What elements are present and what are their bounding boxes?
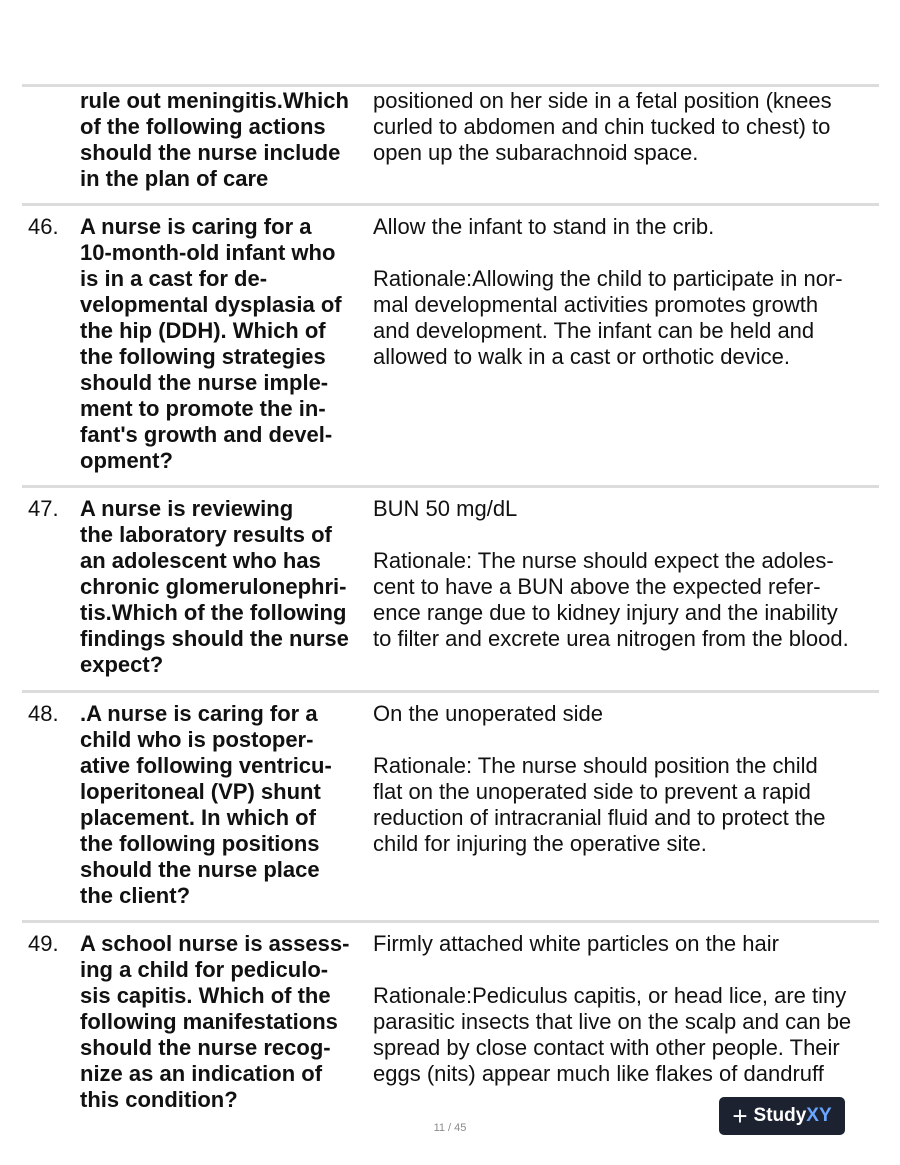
qa-row bbox=[22, 84, 879, 205]
question-number: 48. bbox=[28, 701, 59, 726]
answer-text: Allow the infant to stand in the crib. Rationale:Allowing the child to participate in nor- mal developmental activities promotes growth and development. The infant can be held and allowed to walk in a cast or orthotic device. bbox=[373, 214, 843, 369]
page-indicator: 11 / 45 bbox=[433, 1122, 467, 1134]
question-text: A nurse is reviewing the laboratory results of an adolescent who has chronic glomerulonephri- tis.Which of the following findings should the nurse expect? bbox=[80, 496, 349, 677]
answer-text: On the unoperated side Rationale: The nurse should position the child flat on the unoperated side to prevent a rapid reduction of intracranial fluid and to protect the child for injuring the operative site. bbox=[373, 701, 826, 856]
studyxy-badge[interactable] bbox=[719, 1097, 845, 1135]
question-text: A nurse is caring for a 10-month-old infant who is in a cast for de- velopmental dysplasia of the hip (DDH). Which of the following strategies should the nurse imple- ment to promote the in- fant's growth and devel- opment? bbox=[80, 214, 342, 473]
plus-icon: + bbox=[732, 1101, 748, 1131]
qa-row bbox=[22, 690, 879, 923]
qa-row bbox=[22, 485, 879, 693]
answer-text: Firmly attached white particles on the hair Rationale:Pediculus capitis, or head lice, are tiny parasitic insects that live on the scalp and can be spread by close contact with other people. Their eggs (nits) appear much like flakes of dandruff bbox=[373, 931, 852, 1086]
question-text: rule out meningitis.Which of the following actions should the nurse include in the plan of care bbox=[80, 88, 349, 191]
question-text: A school nurse is assess- ing a child for pediculo- sis capitis. Which of the following manifestations should the nurse recog- nize as an indication of this condition? bbox=[80, 931, 350, 1112]
question-text: .A nurse is caring for a child who is postoper- ative following ventricu- loperitoneal (VP) shunt placement. In which of the following positions should the nurse place the client? bbox=[80, 701, 332, 908]
qa-row bbox=[22, 203, 879, 488]
answer-text: BUN 50 mg/dL Rationale: The nurse should expect the adoles- cent to have a BUN above the expected refer- ence range due to kidney injury and the inability to filter and excrete urea nitrogen from the blood. bbox=[373, 496, 849, 651]
qa-row bbox=[22, 920, 879, 1123]
question-number: 46. bbox=[28, 214, 59, 239]
brand-prefix: Study bbox=[753, 1105, 807, 1126]
question-number: 47. bbox=[28, 496, 59, 521]
question-number: 49. bbox=[28, 931, 59, 956]
brand-suffix: XY bbox=[806, 1105, 832, 1126]
answer-text: positioned on her side in a fetal position (knees curled to abdomen and chin tucked to chest) to open up the subarachnoid space. bbox=[373, 88, 832, 165]
